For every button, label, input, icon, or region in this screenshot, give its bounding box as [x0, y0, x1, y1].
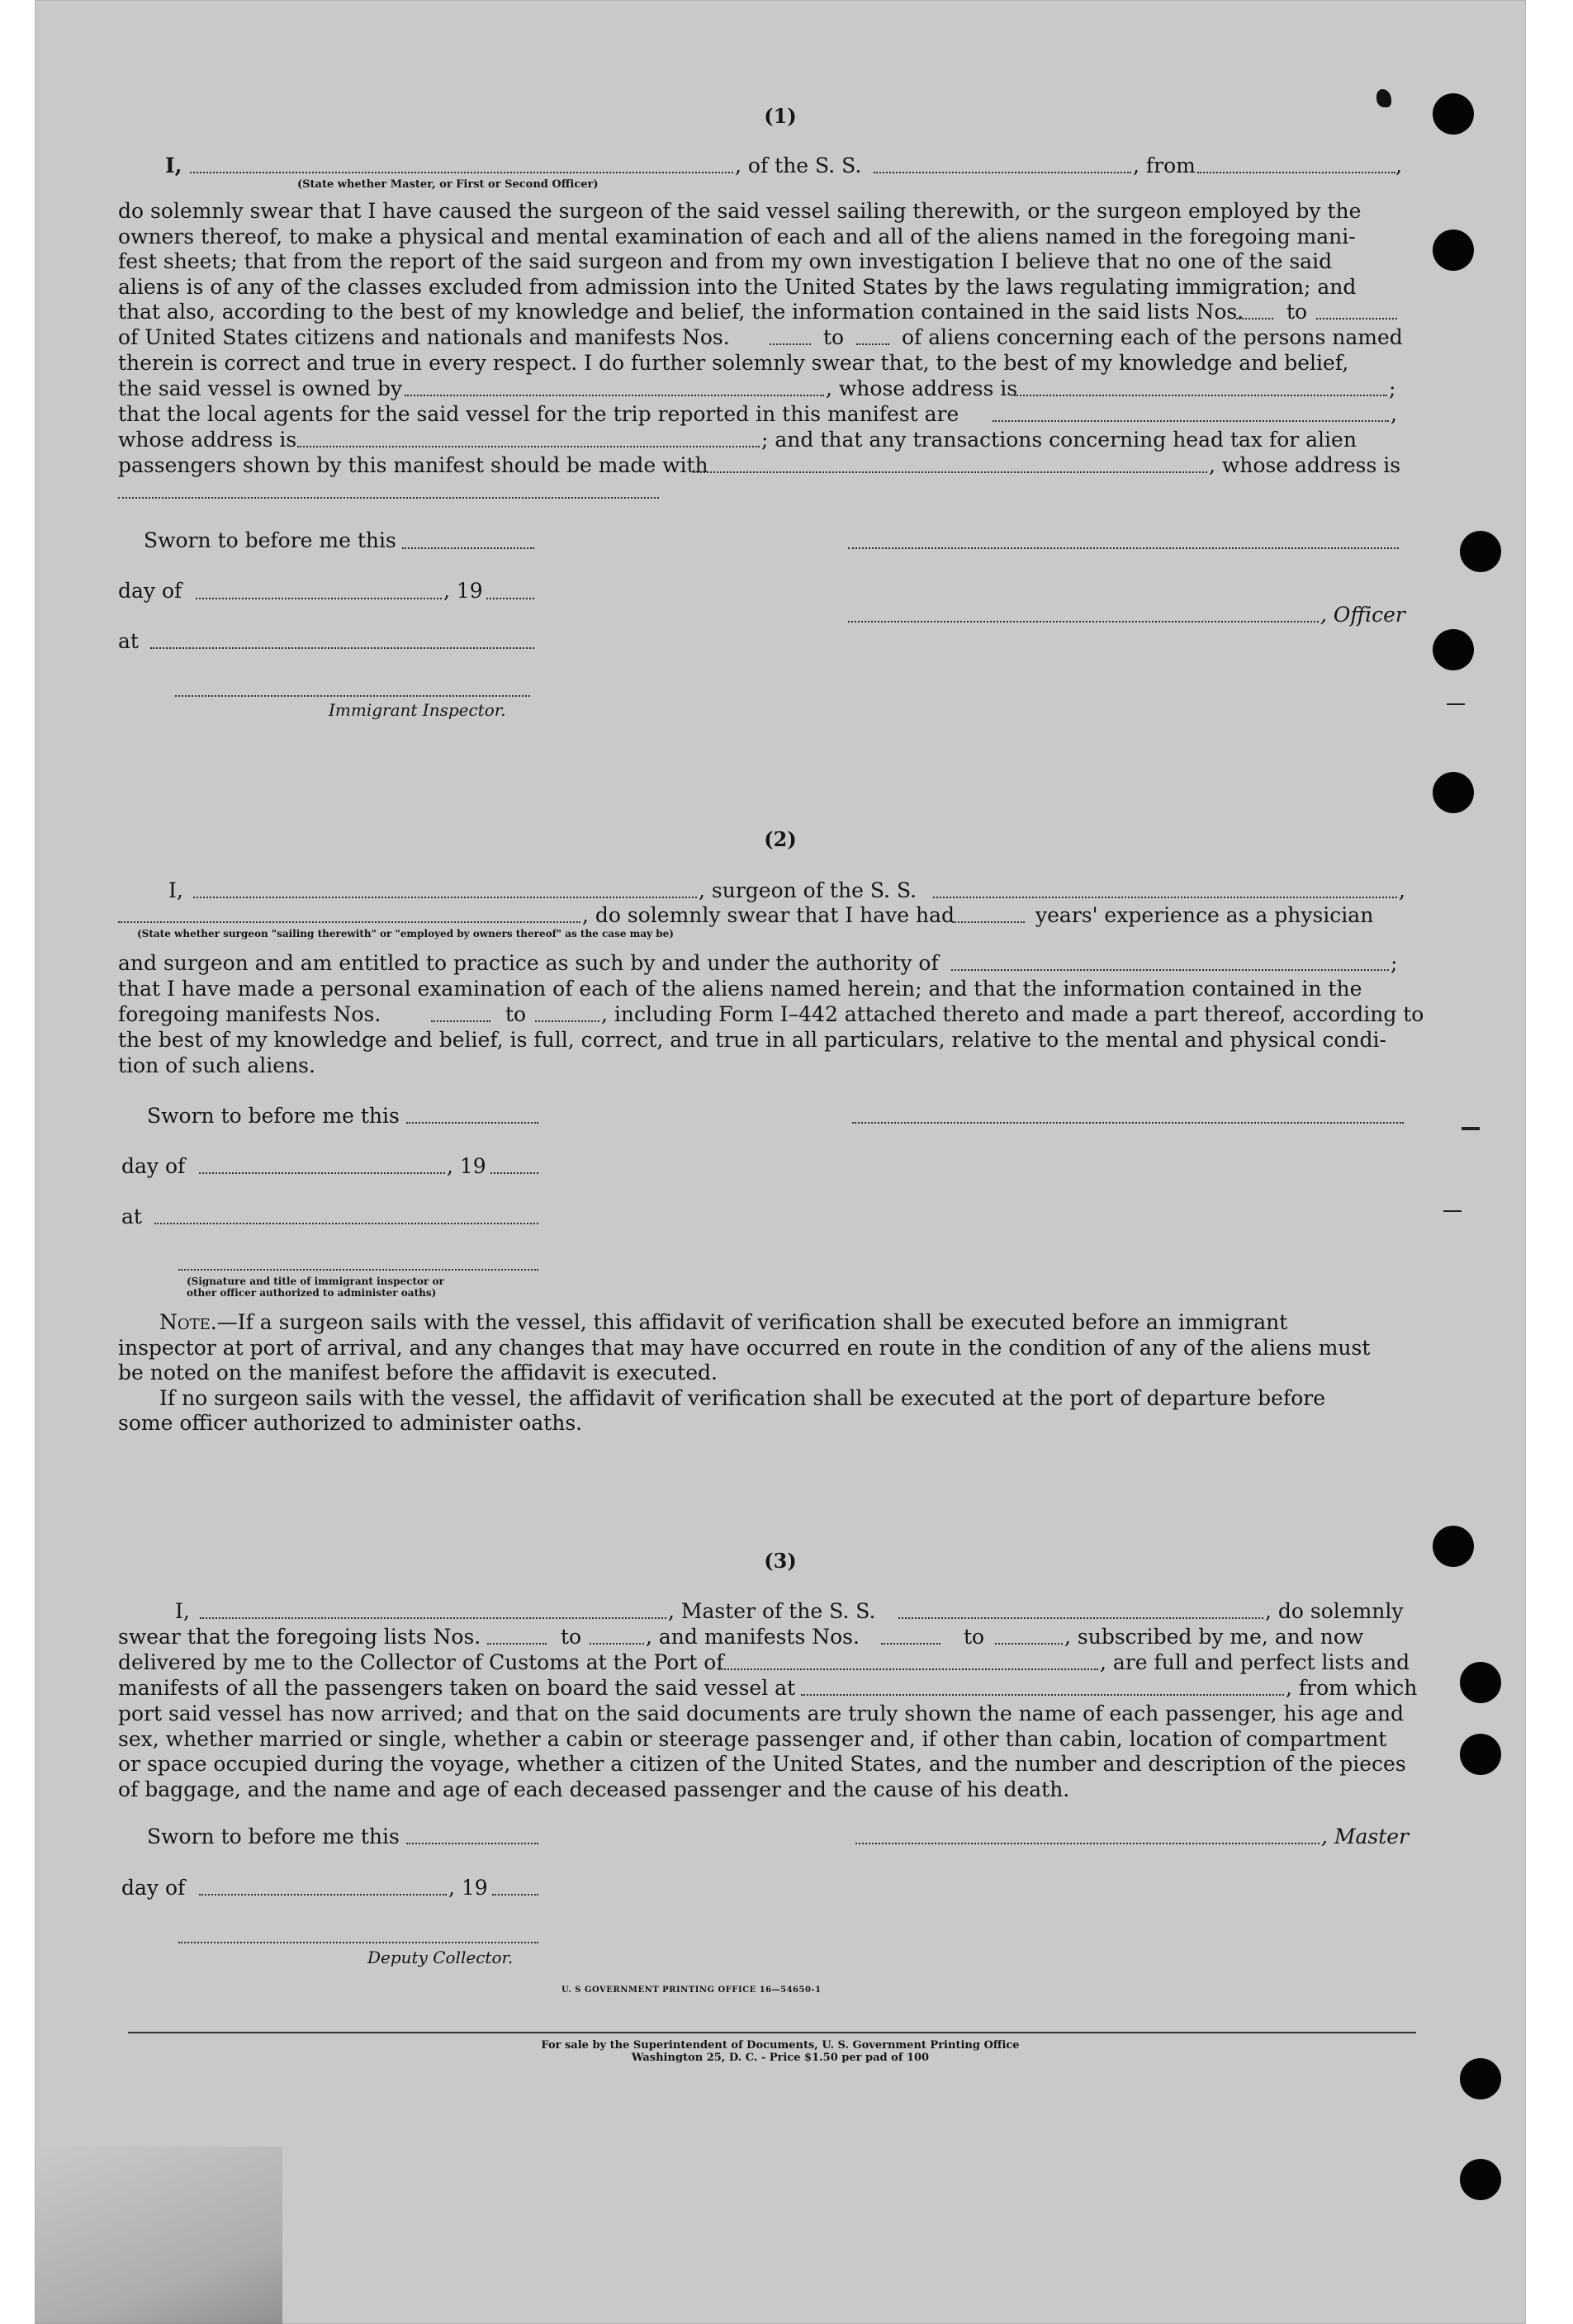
s2-comma: ,: [1399, 878, 1405, 902]
s2-semicolon: ;: [1391, 951, 1398, 975]
s3-l4a: manifests of all the passengers taken on board the said vessel at: [118, 1676, 796, 1700]
master-name-field[interactable]: [200, 1617, 666, 1619]
s2-line2: that I have made a personal examination of each of the aliens named herein; and that the information contained in the: [118, 977, 1362, 1001]
s1-line6: of United States citizens and nationals and manifests Nos.: [118, 325, 730, 349]
form-page: [35, 0, 1526, 2324]
s2-surgeon-of: , surgeon of the S. S.: [699, 878, 917, 902]
s1-to: to: [1286, 300, 1308, 324]
punch-hole: [1460, 2159, 1501, 2200]
s3-i: I,: [175, 1599, 190, 1623]
s1-place-field[interactable]: [150, 647, 534, 649]
authority-field[interactable]: [951, 969, 1389, 971]
s1-i: I,: [165, 154, 182, 177]
s2-line3a: foregoing manifests Nos.: [118, 1002, 381, 1026]
s2-month-field[interactable]: [199, 1172, 445, 1174]
s2-line4: the best of my knowledge and belief, is full, correct, and true in all particulars, relative to the mental and physical condi-: [118, 1028, 1386, 1052]
s3-do-solemnly: , do solemnly: [1265, 1599, 1404, 1623]
s2-year: , 19: [447, 1154, 486, 1178]
s3-year-field[interactable]: [492, 1894, 538, 1896]
s2-line3b: , including Form I–442 attached thereto and made a part thereof, according to: [601, 1002, 1424, 1026]
s1-from: , from: [1133, 154, 1196, 177]
s1-whose-address-end: , whose address is: [1209, 453, 1401, 477]
s1-to-2: to: [823, 325, 845, 349]
s1-agent-address-label: whose address is: [118, 428, 297, 452]
s1-comma-2: ,: [1391, 402, 1397, 426]
s3-to-2: to: [964, 1625, 985, 1649]
s1-of-aliens: of aliens concerning each of the persons named: [902, 325, 1403, 349]
s3-l2b: , and manifests Nos.: [646, 1625, 860, 1649]
s2-line5: tion of such aliens.: [118, 1053, 315, 1077]
agent-address-field[interactable]: [297, 446, 760, 447]
s1-owned-by: the said vessel is owned by: [118, 376, 403, 400]
head-tax-contact-field[interactable]: [694, 471, 1207, 473]
s3-manifests-to-field[interactable]: [995, 1643, 1063, 1645]
s1-year: , 19: [443, 579, 483, 603]
owner-address-field[interactable]: [1014, 395, 1387, 396]
gpo-imprint: U. S GOVERNMENT PRINTING OFFICE 16—54650-1: [561, 1986, 822, 1995]
s3-master-of: , Master of the S. S.: [668, 1599, 876, 1623]
s3-vessel-field[interactable]: [898, 1617, 1263, 1619]
s3-l2c: , subscribed by me, and now: [1064, 1625, 1364, 1649]
s3-l3b: , are full and perfect lists and: [1100, 1650, 1410, 1674]
scratch-mark: [1443, 1210, 1462, 1212]
head-tax-address-field[interactable]: [118, 497, 659, 499]
s1-local-agents: that the local agents for the said vessel for the trip reported in this manifest are: [118, 402, 959, 426]
s3-deputy: Deputy Collector.: [367, 1948, 514, 1967]
s1-month-field[interactable]: [196, 598, 442, 599]
s2-day-of: day of: [121, 1154, 186, 1178]
s2-type-note: (State whether surgeon "sailing therewith" or "employed by owners thereof" as the case may be): [137, 928, 674, 940]
s1-made-with: passengers shown by this manifest should be made with: [118, 453, 708, 477]
officer-signature-line[interactable]: [848, 547, 1399, 549]
s1-line7: therein is correct and true in every respect. I do further solemnly swear that, to the best of my knowledge and belief,: [118, 351, 1349, 375]
s1-inspector: Immigrant Inspector.: [329, 700, 506, 720]
section-3-number: (3): [764, 1549, 797, 1573]
sale-notice: [35, 2039, 1526, 2064]
inspector-signature-line[interactable]: [175, 695, 530, 697]
manifests-from-field[interactable]: [770, 343, 811, 345]
s1-sworn: Sworn to before me this: [144, 528, 396, 552]
s1-head-tax: ; and that any transactions concerning head tax for alien: [761, 428, 1357, 452]
s1-comma: ,: [1395, 154, 1402, 177]
s2-sworn: Sworn to before me this: [147, 1104, 400, 1128]
s3-to: to: [561, 1625, 582, 1649]
s3-month-field[interactable]: [199, 1894, 447, 1896]
s2-at: at: [121, 1205, 142, 1228]
manifests-to-field[interactable]: [856, 343, 889, 345]
page-curl-shadow: [35, 2147, 282, 2324]
sale-notice-line-1: For sale by the Superintendent of Documents, U. S. Government Printing Office: [541, 2039, 1020, 2052]
deputy-signature-line[interactable]: [178, 1942, 538, 1943]
s1-rank-note: (State whether Master, or First or Second Officer): [297, 178, 599, 191]
punch-hole: [1433, 772, 1474, 813]
s1-paragraph: do solemnly swear that I have caused the surgeon of the said vessel sailing therewith, or the surgeon employed by the owners thereof, to make a physical and mental examination of each and all of the aliens named in the foregoing mani- fest sheets; that from the report of the said surgeon and from my own investigation I believe that no one of the said aliens is of any of the classes excluded from admission into the United States by the laws regulating immigration; and: [118, 199, 1362, 299]
s3-lists-from-field[interactable]: [487, 1643, 547, 1645]
owner-field[interactable]: [405, 395, 824, 396]
s2-years-exp: years' experience as a physician: [1035, 903, 1374, 927]
master-signature-line[interactable]: [855, 1843, 1320, 1844]
embark-port-field[interactable]: [801, 1694, 1284, 1696]
footer-rule: [128, 2032, 1416, 2033]
s3-sworn: Sworn to before me this: [147, 1825, 400, 1848]
vessel-name-field[interactable]: [874, 172, 1131, 173]
s1-semicolon: ;: [1389, 376, 1396, 400]
s3-l4b: , from which: [1286, 1676, 1418, 1700]
s2-manifests-to-field[interactable]: [535, 1020, 599, 1022]
s2-year-field[interactable]: [490, 1172, 538, 1174]
s3-master: , Master: [1321, 1825, 1410, 1848]
s2-manifests-from-field[interactable]: [431, 1020, 490, 1022]
lists-from-field[interactable]: [1236, 318, 1273, 319]
departure-port-field[interactable]: [1197, 172, 1395, 173]
local-agents-field[interactable]: [993, 420, 1389, 422]
scratch-mark: [1447, 703, 1465, 705]
s1-officer: , Officer: [1320, 603, 1405, 627]
s3-l2a: swear that the foregoing lists Nos.: [118, 1625, 481, 1649]
punch-hole: [1433, 230, 1474, 271]
lists-to-field[interactable]: [1316, 318, 1397, 319]
sale-notice-line-2: Washington 25, D. C. - Price $1.50 per pad of 100: [631, 2052, 930, 2064]
s1-day-of: day of: [118, 579, 182, 603]
punch-hole: [1433, 629, 1474, 670]
port-field[interactable]: [718, 1668, 1098, 1670]
s2-to: to: [505, 1002, 527, 1026]
years-experience-field[interactable]: [952, 921, 1025, 923]
s1-whose-address: , whose address is: [826, 376, 1018, 400]
s2-sworn-date-field[interactable]: [406, 1122, 538, 1124]
s2-note: Note.—If a surgeon sails with the vessel, this affidavit of verification shall be executed before an immigrant inspector at port of arrival, and any changes that may have occurred en route in the condition of any of the aliens must be noted on the manifest before the affidavit is executed. If no surgeon sails with the vessel, the affidavit of verification shall be executed at the port of departure before some officer authorized to administer oaths.: [118, 1310, 1371, 1435]
s2-line1: and surgeon and am entitled to practice as such by and under the authority of: [118, 951, 939, 975]
s2-vessel-field[interactable]: [933, 897, 1397, 898]
s1-year-field[interactable]: [486, 598, 534, 599]
s2-i: I,: [168, 878, 183, 902]
s3-manifests-from-field[interactable]: [881, 1643, 940, 1645]
punch-hole: [1460, 1734, 1501, 1775]
s3-year: , 19: [448, 1876, 488, 1900]
s1-of-ss: , of the S. S.: [735, 154, 862, 177]
s1-at: at: [118, 629, 139, 653]
punch-hole: [1460, 531, 1501, 572]
punch-hole: [1460, 2058, 1501, 2099]
s3-l3a: delivered by me to the Collector of Customs at the Port of: [118, 1650, 724, 1674]
s2-do-swear: , do solemnly swear that I have had: [582, 903, 955, 927]
section-1-number: (1): [764, 104, 797, 128]
surgeon-signature-line[interactable]: [852, 1122, 1404, 1124]
s1-line5: that also, according to the best of my knowledge and belief, the information contained in the said lists Nos.: [118, 300, 1244, 324]
s1-sworn-date-field[interactable]: [402, 547, 534, 549]
s3-day-of: day of: [121, 1876, 186, 1900]
s2-sig-note-2: other officer authorized to administer oaths): [187, 1287, 437, 1299]
surgeon-name-field[interactable]: [193, 897, 697, 898]
s2-sig-note-1: (Signature and title of immigrant inspector or: [187, 1276, 444, 1287]
surgeon-type-field[interactable]: [118, 921, 580, 923]
s2-inspector-signature-line[interactable]: [178, 1269, 538, 1271]
section-2-number: (2): [764, 827, 797, 851]
s2-place-field[interactable]: [154, 1223, 538, 1224]
s3-paragraph: port said vessel has now arrived; and that on the said documents are truly shown the name of each passenger, his age and sex, whether married or single, whether a cabin or steerage passenger and, if other than cabin, location of compartment or space occupied during the voyage, whether a citizen of the United States, and the number and description of the pieces of baggage, and the name and age of each deceased passenger and the cause of his death.: [118, 1702, 1406, 1801]
officer-rank-field[interactable]: [190, 172, 733, 173]
scratch-mark: [1462, 1127, 1480, 1130]
officer-title-line[interactable]: [848, 621, 1319, 622]
s3-sworn-date-field[interactable]: [406, 1843, 538, 1844]
punch-hole: [1460, 1662, 1501, 1703]
s3-lists-to-field[interactable]: [590, 1643, 644, 1645]
